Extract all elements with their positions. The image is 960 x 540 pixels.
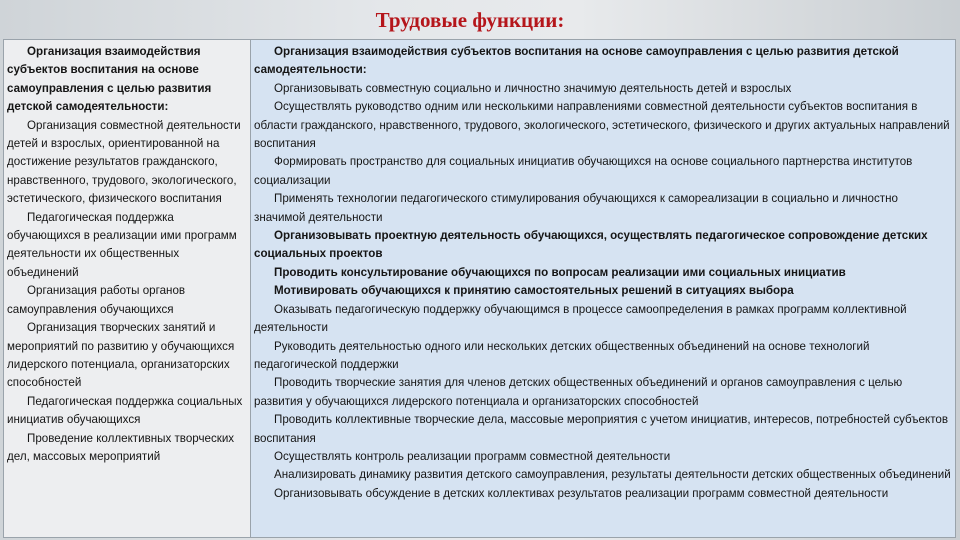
left-paragraph: Педагогическая поддержка обучающихся в реализации ими программ деятельности их общественных объединений: [7, 210, 237, 279]
right-paragraph: Организация взаимодействия субъектов воспитания на основе самоуправления с целью развития детской самодеятельности:: [254, 45, 899, 77]
right-paragraph: Анализировать динамику развития детского самоуправления, результаты деятельности детских общественных объединений: [274, 468, 951, 482]
right-paragraph: Оказывать педагогическую поддержку обучающимся в процессе самоопределения в рамках программ коллективной деятельности: [254, 302, 907, 335]
right-paragraph: Проводить консультирование обучающихся по вопросам реализации ими социальных инициатив: [274, 265, 846, 279]
right-paragraph: Осуществлять контроль реализации программ совместной деятельности: [274, 449, 671, 463]
right-paragraph: Проводить творческие занятия для членов детских общественных объединений и органов самоуправления с целью развития у обучающихся лидерского потенциала и организаторских способностей: [254, 376, 903, 408]
right-paragraph: Организовывать обсуждение в детских коллективах результатов реализации программ совместной деятельности: [274, 486, 889, 500]
right-paragraph: Применять технологии педагогического стимулирования обучающихся к самореализации в социально и личностно значимой деятельности: [254, 192, 898, 224]
left-paragraph: Организация творческих занятий и мероприятий по развитию у обучающихся лидерского потенциала, организаторских способностей: [7, 321, 235, 390]
left-paragraph: Организация совместной деятельности детей и взрослых, ориентированной на достижение результатов гражданского, нравственного, трудового, экологического, эстетического, физического воспитания: [7, 118, 241, 206]
left-paragraph: Организация взаимодействия субъектов воспитания на основе самоуправления с целью развития детской самодеятельности:: [7, 45, 212, 114]
left-paragraph: Проведение коллективных творческих дел, массовых мероприятий: [7, 431, 235, 463]
left-paragraph: Педагогическая поддержка социальных инициатив обучающихся: [7, 394, 243, 427]
right-paragraph: Организовывать совместную социально и личностно значимую деятельность детей и взрослых: [274, 81, 792, 95]
right-paragraph: Осуществлять руководство одним или несколькими направлениями совместной деятельности субъектов воспитания в области гражданского, нравственного, трудового, экологического, эстетического, физического и других актуальных направлений воспитания: [254, 100, 950, 151]
right-paragraph: Проводить коллективные творческие дела, массовые мероприятия с учетом инициатив, интересов, потребностей субъектов воспитания: [254, 413, 948, 445]
right-paragraph: Организовывать проектную деятельность обучающихся, осуществлять педагогическое сопровождение детских социальных проектов: [254, 229, 928, 261]
left-column: [4, 40, 251, 537]
right-paragraph: Мотивировать обучающихся к принятию самостоятельных решений в ситуациях выбора: [274, 284, 794, 298]
right-paragraph: Формировать пространство для социальных инициатив обучающихся на основе социального партнерства институтов социализации: [254, 155, 913, 187]
functions-table: [3, 39, 956, 538]
right-column: [251, 40, 955, 537]
right-paragraph: Руководить деятельностью одного или нескольких детских общественных объединений на основе технологий педагогической поддержки: [254, 339, 870, 371]
page-title: Трудовые функции:: [375, 8, 565, 32]
left-paragraph: Организация работы органов самоуправления обучающихся: [7, 284, 186, 316]
